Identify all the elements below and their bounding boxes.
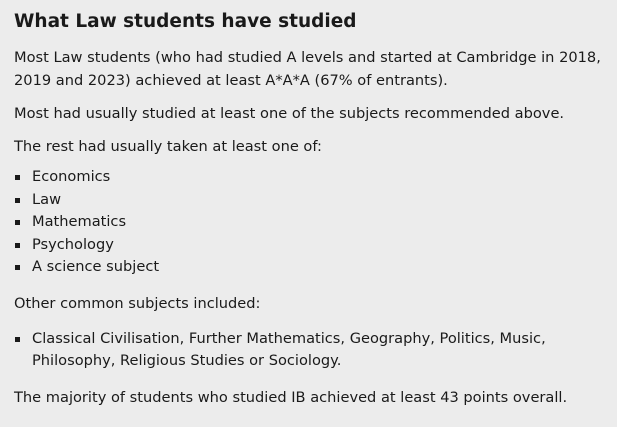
- list-item: Psychology: [14, 234, 603, 257]
- other-subjects-list: [14, 328, 603, 373]
- list-item: Mathematics: [14, 211, 603, 234]
- other-subjects-paragraph: Other common subjects included:: [14, 294, 261, 312]
- recommended-paragraph: Most had usually studied at least one of the subjects recommended above.: [14, 105, 565, 122]
- list-item: Classical Civilisation, Further Mathematics, Geography, Politics, Music, Philosophy, Religious Studies or Sociology.: [14, 328, 603, 373]
- list-item: Law: [14, 189, 603, 212]
- rest-subjects-list: [14, 166, 603, 279]
- rest-paragraph: The rest had usually taken at least one of:: [14, 138, 322, 155]
- list-item: A science subject: [14, 256, 603, 279]
- ib-paragraph: The majority of students who studied IB achieved at least 43 points overall.: [14, 388, 568, 406]
- section-heading: What Law students have studied: [14, 11, 357, 32]
- list-item: Economics: [14, 166, 603, 189]
- intro-paragraph: Most Law students (who had studied A levels and started at Cambridge in 2018, 2019 and 2023) achieved at least A*A*A (67% of entrants).: [14, 49, 601, 89]
